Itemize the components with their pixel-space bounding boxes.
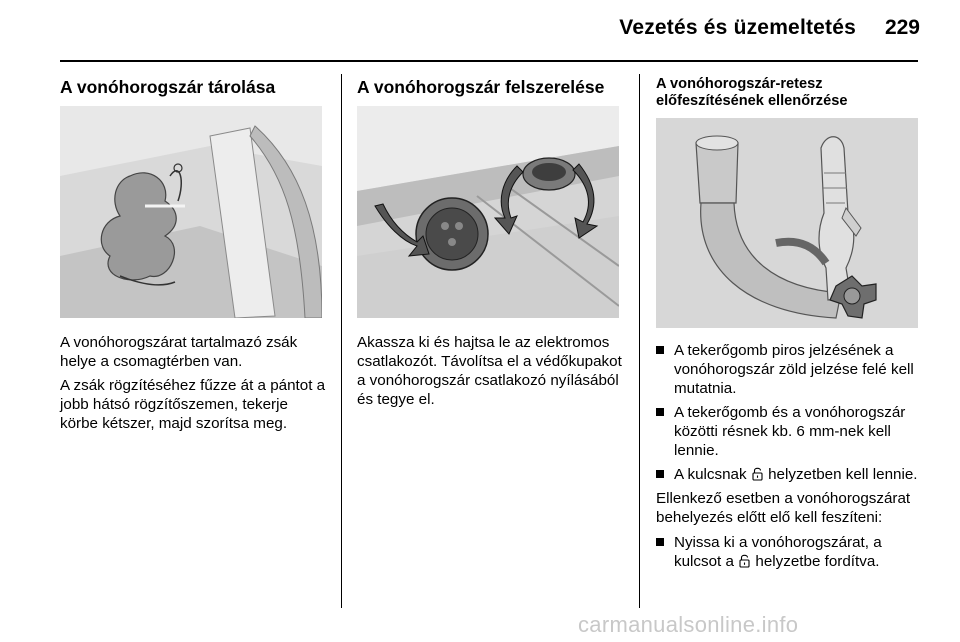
header-rule (60, 60, 918, 62)
bullet-text-after-key: helyzetbe fordítva. (755, 553, 880, 570)
square-bullet-icon (656, 346, 664, 354)
column-mounting (357, 76, 623, 409)
figure-tow-bar (656, 118, 918, 328)
mounting-paragraph: Akassza ki és hajtsa le az elektromos csatlakozót. Távolítsa el a védőkupakot a vonóhorogszár csatlakozó nyílásából és tegye el. (357, 334, 622, 408)
list-item (656, 403, 922, 460)
bullet-text-before-key: Nyissa ki a vonóhorogszárat, a kulcsot a (674, 534, 882, 570)
page-number: 229 (884, 16, 920, 39)
figure-trunk-bag (60, 106, 322, 318)
column-storage (60, 76, 326, 433)
bullet-text-after-key: helyzetben kell lennie. (768, 466, 918, 483)
square-bullet-icon (656, 408, 664, 416)
running-header: Vezetés és üzemeltetés (619, 16, 856, 39)
section-heading-mounting: A vonóhorogszár felszerelése (357, 77, 605, 97)
list-item (656, 533, 922, 571)
padlock-icon (752, 466, 763, 481)
list-item (656, 341, 922, 398)
section-heading-storage: A vonóhorogszár tárolása (60, 77, 276, 97)
figure-electrical-socket (357, 106, 619, 318)
bullet-text: A tekerőgomb és a vonóhorogszár közötti résnek kb. 6 mm-nek kell lennie. (674, 404, 906, 459)
check-list (656, 341, 922, 484)
otherwise-paragraph: Ellenkező esetben a vonóhorogszárat behelyezés előtt elő kell feszíteni: (656, 490, 911, 526)
section-heading-preload-check: A vonóhorogszár-retesz előfeszítésének ellenőrzése (656, 76, 848, 109)
storage-paragraph-2: A zsák rögzítéséhez fűzze át a pántot a jobb hátsó rögzítőszemen, tekerje körbe kétszer, majd szorítsa meg. (60, 377, 326, 432)
bullet-text-before-key: A kulcsnak (674, 466, 747, 483)
storage-paragraph-1: A vonóhorogszárat tartalmazó zsák helye a csomagtérben van. (60, 334, 298, 370)
column-divider-1 (341, 74, 342, 608)
list-item (656, 465, 922, 484)
column-preload-check (656, 76, 922, 576)
square-bullet-icon (656, 470, 664, 478)
watermark: carmanualsonline.info (578, 612, 799, 637)
padlock-icon (739, 553, 750, 568)
bullet-text: A tekerőgomb piros jelzésének a vonóhorogszár zöld jelzése felé kell mutatnia. (674, 342, 914, 397)
square-bullet-icon (656, 538, 664, 546)
preload-list (656, 533, 922, 571)
column-divider-2 (639, 74, 640, 608)
